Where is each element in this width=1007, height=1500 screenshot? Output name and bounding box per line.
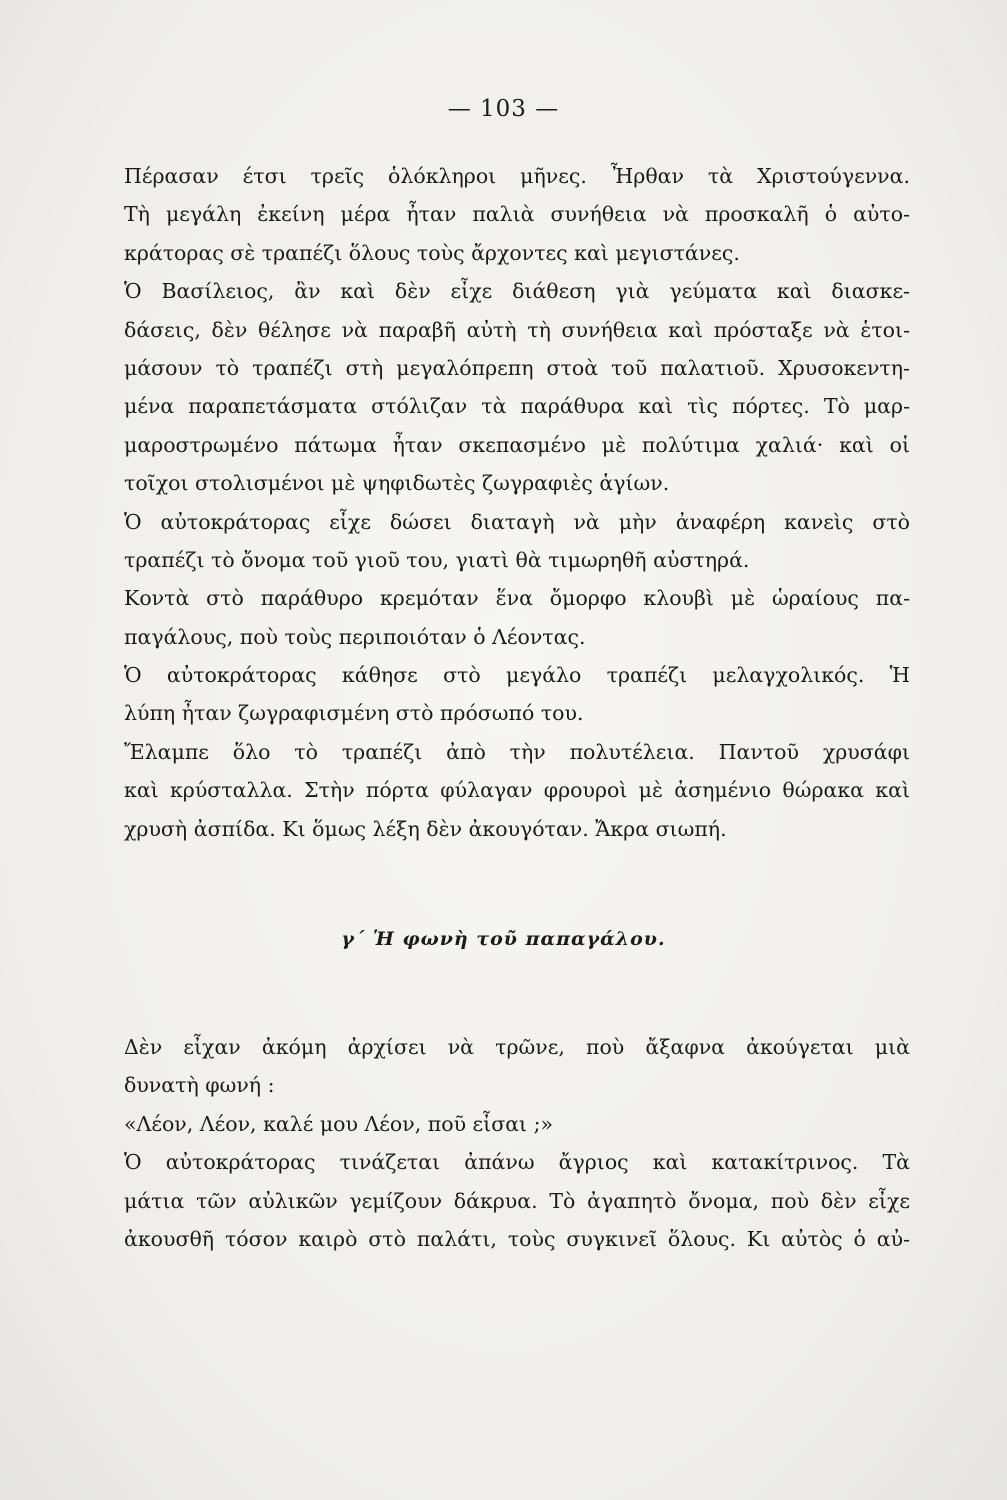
text-line: μένα παραπετάσματα στόλιζαν τὰ παράθυρα καὶ τὶς πόρτες. Τὸ μαρ- (124, 394, 910, 419)
text-line: κράτορας σὲ τραπέζι ὅλους τοὺς ἄρχοντες καὶ μεγιστάνες. (124, 240, 740, 265)
text-line: χρυσὴ ἀσπίδα. Κι ὅμως λέξη δὲν ἀκουγόταν. Ἄκρα σιωπή. (124, 816, 727, 841)
text-line: Ὁ αὐτοκράτορας εἶχε δώσει διαταγὴ νὰ μὴν ἀναφέρη κανεὶς στὸ (124, 509, 910, 534)
text-line: Ὁ αὐτοκράτορας τινάζεται ἀπάνω ἄγριος καὶ κατακίτρινος. Τὰ (124, 1150, 910, 1175)
text-line: «Λέον, Λέον, καλέ μου Λέον, ποῦ εἶσαι ;» (124, 1111, 554, 1136)
text-line: μάσουν τὸ τραπέζι στὴ μεγαλόπρεπη στοὰ τοῦ παλατιοῦ. Χρυσοκεντη- (124, 355, 910, 380)
text-line: Πέρασαν έτσι τρεῖς ὁλόκληροι μῆνες. Ἦρθαν τὰ Χριστούγεννα. (124, 164, 910, 188)
page-number: — 103 — (447, 96, 560, 122)
text-line: δάσεις, δὲν θέλησε νὰ παραβῆ αὐτὴ τὴ συνήθεια καὶ πρόσταξε νὰ ἑτοι- (124, 317, 910, 342)
text-line: Κοντὰ στὸ παράθυρο κρεμόταν ἕνα ὄμορφο κλουβὶ μὲ ὡραίους πα- (124, 586, 910, 611)
text-line: τραπέζι τὸ ὄνομα τοῦ γιοῦ του, γιατὶ θὰ τιμωρηθῆ αὐστηρά. (124, 547, 750, 572)
text-line: καὶ κρύσταλλα. Στὴν πόρτα φύλαγαν φρουροὶ μὲ ἀσημένιο θώρακα καὶ (124, 778, 910, 803)
text-line: ἀκουσθῆ τόσον καιρὸ στὸ παλάτι, τοὺς συγκινεῖ ὅλους. Κι αὐτὸς ὁ αὐ- (124, 1226, 910, 1251)
text-line: παγάλους, ποὺ τοὺς περιποιόταν ὁ Λέοντας. (124, 624, 586, 649)
text-line: λύπη ἦταν ζωγραφισμένη στὸ πρόσωπό του. (124, 701, 584, 726)
text-line: Δὲν εἶχαν ἀκόμη ἀρχίσει νὰ τρῶνε, ποὺ ἄξαφνα ἀκούγεται μιὰ (124, 1035, 910, 1059)
text-line: Ὁ Βασίλειος, ἂν καὶ δὲν εἶχε διάθεση γιὰ γεύματα καὶ διασκε- (124, 279, 910, 304)
text-line: Τὴ μεγάλη ἐκείνη μέρα ἦταν παλιὰ συνήθεια νὰ προσκαλῆ ὁ αὐτο- (124, 202, 910, 227)
text-line: μαροστρωμένο πάτωμα ἦταν σκεπασμένο μὲ πολύτιμα χαλιά· καὶ οἱ (124, 432, 910, 457)
text-line: Ὁ αὐτοκράτορας κάθησε στὸ μεγάλο τραπέζι μελαγχολικός. Ἡ (124, 663, 910, 688)
text-line: Ἔλαμπε ὅλο τὸ τραπέζι ἀπὸ τὴν πολυτέλεια. Παντοῦ χρυσάφι (124, 739, 910, 764)
body-text-section-1 (124, 157, 910, 848)
section-heading: γ΄ Ἡ φωνὴ τοῦ παπαγάλου. (341, 928, 666, 950)
text-line: μάτια τῶν αὐλικῶν γεμίζουν δάκρυα. Τὸ ἀγαπητὸ ὄνομα, ποὺ δὲν εἶχε (124, 1188, 910, 1213)
text-line: τοῖχοι στολισμένοι μὲ ψηφιδωτὲς ζωγραφιὲς ἁγίων. (124, 471, 670, 496)
body-text-section-2 (124, 1028, 910, 1258)
text-line: δυνατὴ φωνή : (124, 1073, 275, 1098)
